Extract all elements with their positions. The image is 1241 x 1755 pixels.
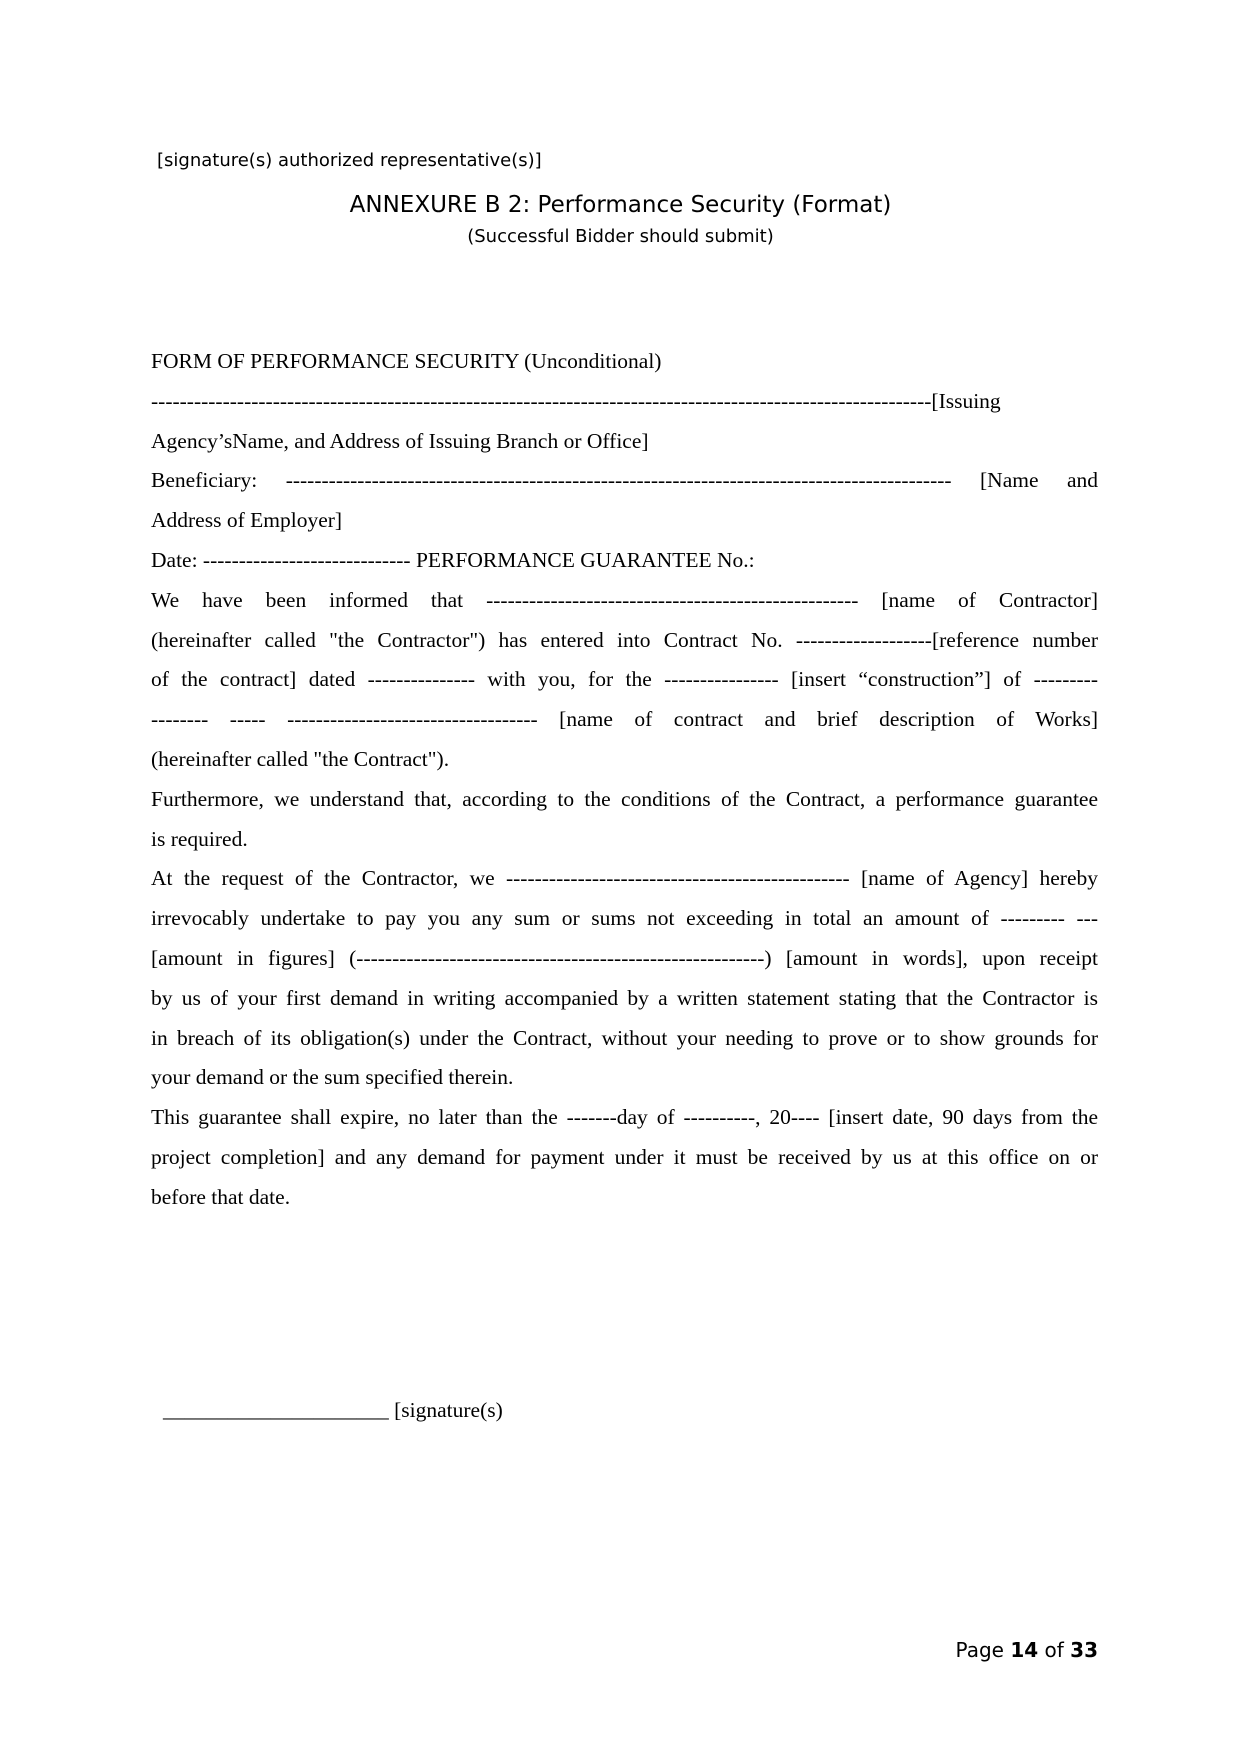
page-word: Page xyxy=(955,1638,1004,1662)
of-word: of xyxy=(1044,1638,1064,1662)
paragraph-line: (hereinafter called "the Contractor") has entered into Contract No. -------------------[reference number xyxy=(151,627,1098,652)
paragraph-line: At the request of the Contractor, we ------------------------------------------------ [name of Agency] hereby xyxy=(151,866,1098,891)
issuing-agency-line-cont: Agency’sName, and Address of Issuing Branch or Office] xyxy=(151,428,649,453)
form-title: FORM OF PERFORMANCE SECURITY (Unconditional) xyxy=(151,349,662,373)
paragraph-line: [amount in figures] (---------------------------------------------------------) [amount in words], upon receipt xyxy=(151,945,1098,970)
paragraph-line: This guarantee shall expire, no later than the -------day of ----------, 20---- [insert date, 90 days from the xyxy=(151,1105,1098,1130)
paragraph-line: irrevocably undertake to pay you any sum or sums not exceeding in total an amount of --------- --- xyxy=(151,906,1098,931)
paragraph-line: We have been informed that ---------------------------------------------------- [name of Contractor] xyxy=(151,587,1098,612)
paragraph-line: Furthermore, we understand that, according to the conditions of the Contract, a performance guarantee xyxy=(151,786,1098,811)
paragraph-line: by us of your first demand in writing accompanied by a written statement stating that the Contractor is xyxy=(151,985,1098,1010)
beneficiary-line-cont: Address of Employer] xyxy=(151,508,343,533)
page-total: 33 xyxy=(1070,1638,1098,1662)
paragraph-line: is required. xyxy=(151,826,248,851)
paragraph-line: before that date. xyxy=(151,1184,291,1209)
paragraph-line: -------- ----- ----------------------------------- [name of contract and brief description of Works] xyxy=(151,707,1098,732)
annexure-title: ANNEXURE B 2: Performance Security (Format) xyxy=(349,192,892,218)
paragraph-line: of the contract] dated --------------- with you, for the ---------------- [insert “construction”] of --------- xyxy=(151,667,1098,692)
paragraph-line: (hereinafter called "the Contract"). xyxy=(151,746,450,771)
annexure-subtitle: (Successful Bidder should submit) xyxy=(467,226,774,247)
date-guarantee-line: Date: ----------------------------- PERFORMANCE GUARANTEE No.: xyxy=(151,547,755,572)
paragraph-line: your demand or the sum specified therein. xyxy=(151,1065,514,1090)
performance-security-form xyxy=(151,342,1098,1218)
issuing-agency-line: -------------------------------------------------------------------------------------------------------------[Issuing xyxy=(151,388,1001,413)
signature-label: [signature(s) xyxy=(394,1398,503,1422)
page-number xyxy=(956,1638,1098,1662)
paragraph-line: project completion] and any demand for payment under it must be received by us at this office on or xyxy=(151,1144,1098,1169)
paragraph-line: in breach of its obligation(s) under the Contract, without your needing to prove or to show grounds for xyxy=(151,1025,1098,1050)
signature-authorized-label: [signature(s) authorized representative(s)] xyxy=(157,150,542,171)
signature-underline: _____________________ xyxy=(163,1398,389,1422)
page-current: 14 xyxy=(1010,1638,1039,1662)
beneficiary-line: Beneficiary: --------------------------------------------------------------------------------------------- [Name and xyxy=(151,468,1098,493)
signature-block xyxy=(163,1398,503,1423)
